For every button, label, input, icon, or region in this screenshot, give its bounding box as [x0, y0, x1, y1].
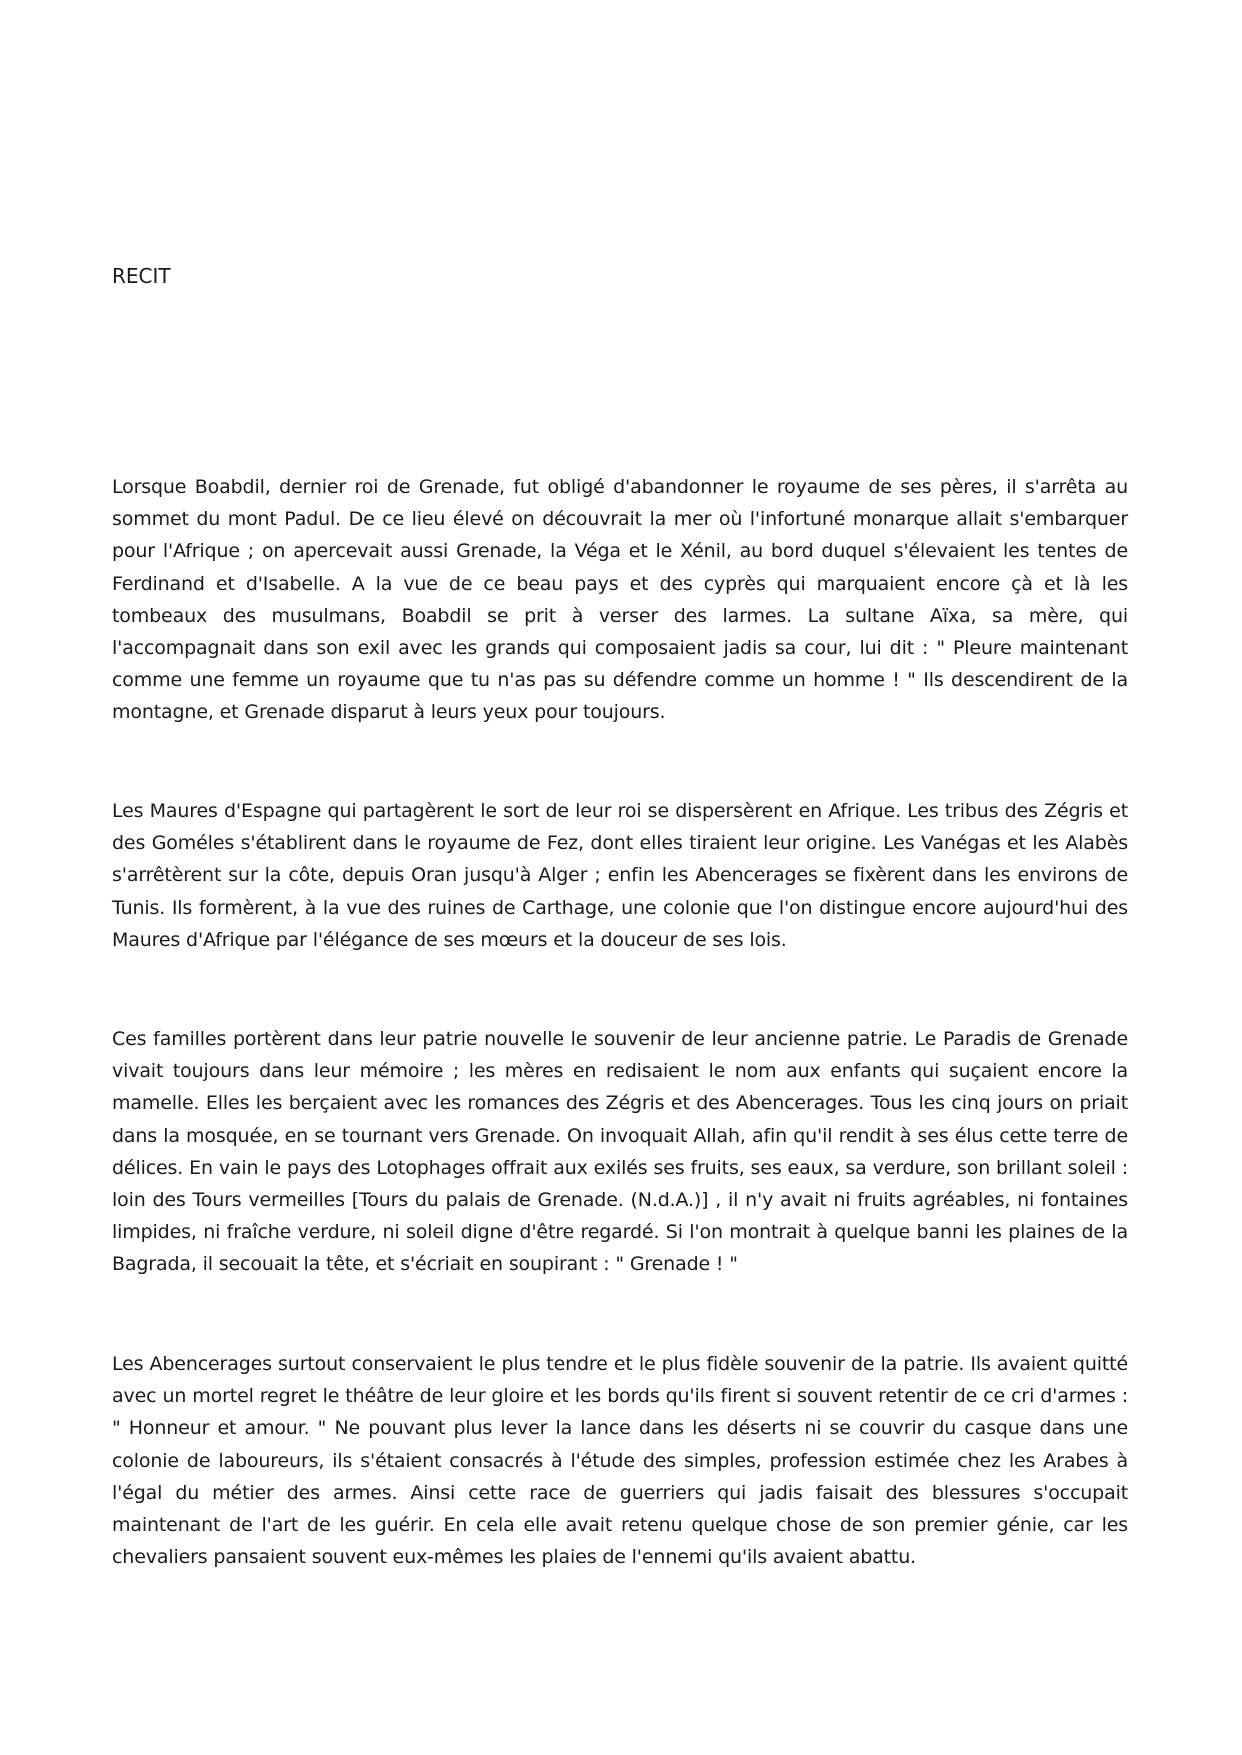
paragraph-1: Lorsque Boabdil, dernier roi de Grenade, fut obligé d'abandonner le royaume de ses pères, il s'arrêta au sommet du mont Padul. De ce lieu élevé on découvrait la mer où l'infortuné monarque allait s'embarquer pour l'Afrique ; on apercevait aussi Grenade, la Véga et le Xénil, au bord duquel s'élevaient les tentes de Ferdinand et d'Isabelle. A la vue de ce beau pays et des cyprès qui marquaient encore çà et là les tombeaux des musulmans, Boabdil se prit à verser des larmes. La sultane Aïxa, sa mère, qui l'accompagnait dans son exil avec les grands qui composaient jadis sa cour, lui dit : " Pleure maintenant comme une femme un royaume que tu n'as pas su défendre comme un homme ! " Ils descendirent de la montagne, et Grenade disparut à leurs yeux pour toujours. [112, 476, 1128, 724]
paragraph-4: Les Abencerages surtout conservaient le plus tendre et le plus fidèle souvenir de la patrie. Ils avaient quitté avec un mortel regret le théâtre de leur gloire et les bords qu'ils firent si souvent retentir de ce cri d'armes : " Honneur et amour. " Ne pouvant plus lever la lance dans les déserts ni se couvrir du casque dans une colonie de laboureurs, ils s'étaient consacrés à l'étude des simples, profession estimée chez les Arabes à l'égal du métier des armes. Ainsi cette race de guerriers qui jadis faisait des blessures s'occupait maintenant de l'art de les guérir. En cela elle avait retenu quelque chose de son premier génie, car les chevaliers pansaient souvent eux-mêmes les plaies de l'ennemi qu'ils avaient abattu. [112, 1353, 1128, 1569]
paragraph-3: Ces familles portèrent dans leur patrie nouvelle le souvenir de leur ancienne patrie. Le Paradis de Grenade vivait toujours dans leur mémoire ; les mères en redisaient le nom aux enfants qui suçaient encore la mamelle. Elles les berçaient avec les romances des Zégris et des Abencerages. Tous les cinq jours on priait dans la mosquée, en se tournant vers Grenade. On invoquait Allah, afin qu'il rendit à ses élus cette terre de délices. En vain le pays des Lotophages offrait aux exilés ses fruits, ses eaux, sa verdure, son brillant soleil : loin des Tours vermeilles [Tours du palais de Grenade. (N.d.A.)] , il n'y avait ni fruits agréables, ni fontaines limpides, ni fraîche verdure, ni soleil digne d'être regardé. Si l'on montrait à quelque banni les plaines de la Bagrada, il secouait la tête, et s'écriait en soupirant : " Grenade ! " [112, 1028, 1128, 1276]
paragraph-2: Les Maures d'Espagne qui partagèrent le sort de leur roi se dispersèrent en Afrique. Les tribus des Zégris et des Goméles s'établirent dans le royaume de Fez, dont elles tiraient leur origine. Les Vanégas et les Alabès s'arrêtèrent sur la côte, depuis Oran jusqu'à Alger ; enfin les Abencerages se fixèrent dans les environs de Tunis. Ils formèrent, à la vue des ruines de Carthage, une colonie que l'on distingue encore aujourd'hui des Maures d'Afrique par l'élégance de ses mœurs et la douceur de ses lois. [112, 800, 1128, 951]
document-heading: RECIT [112, 264, 171, 288]
